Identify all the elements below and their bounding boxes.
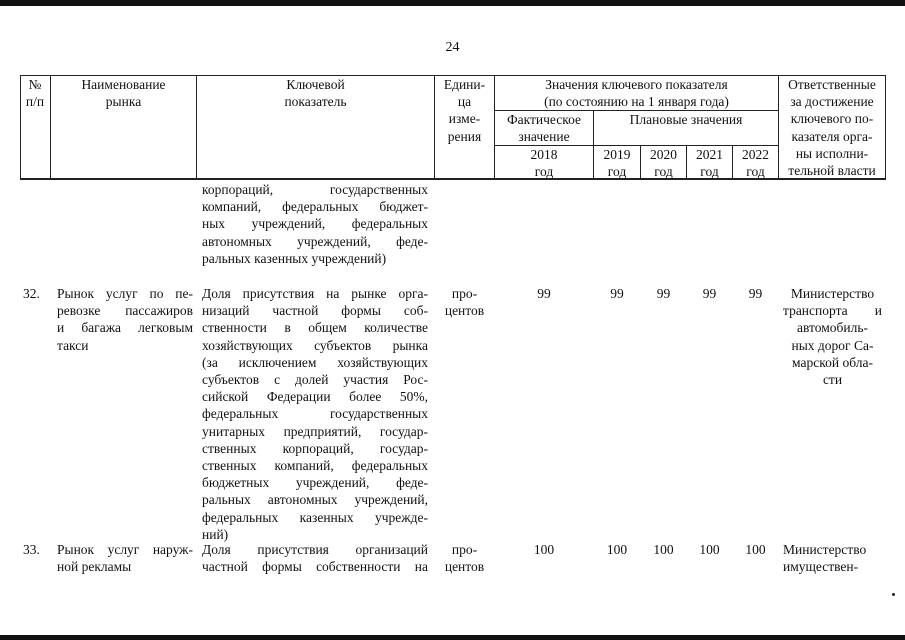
row-32-indicator: Доля присутствия на рынке орга- низаций частной формы соб- ственности в общем количестве хозяйствующих субъектов рынка (за исключением хозяйствующих субъектов с долей участия Рос- сийской Федерации более 50%, федеральных государственных унитарных предприятий, государ- ственных корпораций, государ- ственных компаний, федеральных бюджетных учреждений, феде- ральных автономных учреждений, федеральных казенных учрежде- ний) [202,286,428,542]
row-32-responsible: Министерство транспорта и автомобиль- ных дорог Са- марской обла- сти [783,286,882,388]
row-33-unit: про- центов [444,542,485,575]
row-32-value-2019: 99 [610,286,624,301]
row-33-num: 33. [23,542,40,557]
top-rule [0,0,905,6]
row-32-value-2018: 99 [537,286,551,301]
row-33-value-2020: 100 [653,542,674,557]
header-year-2020: 2020 год [650,147,677,180]
bottom-rule [0,635,905,640]
row-33-indicator: Доля присутствия организаций частной формы собственности на [202,542,428,575]
row-32-unit: про- центов [444,286,485,319]
page-number: 24 [445,40,460,55]
header-year-2022: 2022 год [742,147,769,180]
row-33-value-2022: 100 [745,542,766,557]
header-year-2021: 2021 год [696,147,723,180]
row-33-market: Рынок услуг наруж- ной рекламы [57,542,193,575]
header-values-title: Значения ключевого показателя (по состоянию на 1 января года) [544,77,729,110]
row-32-num: 32. [23,286,40,301]
header-num: № п/п [25,77,45,110]
row-32-value-2022: 99 [748,286,763,301]
header-year-2018: 2018 год [530,147,558,180]
row-33-value-2021: 100 [699,542,720,557]
row-32-value-2021: 99 [702,286,717,301]
continuation-text: корпораций, государственных компаний, федеральных бюджет- ных учреждений, федеральных автономных учреждений, феде- ральных казенных учреждений) [202,182,428,266]
row-33-responsible: Министерство имуществен- [783,542,867,575]
header-planned: Плановые значения [629,112,743,127]
row-33-value-2019: 100 [606,542,628,557]
header-responsible: Ответственные за достижение ключевого по- казателя орга- ны исполни- тельной власти [788,77,876,179]
scan-speck [892,593,895,596]
header-market: Наименование рынка [81,77,166,110]
header-unit: Едини- ца изме- рения [443,77,486,144]
row-32-value-2020: 99 [656,286,671,301]
header-actual: Фактическое значение [506,112,582,145]
header-year-2019: 2019 год [603,147,631,180]
header-indicator: Ключевой показатель [284,77,347,110]
row-32-market: Рынок услуг по пе- ревозке пассажиров и багажа легковым такси [57,286,193,353]
row-33-value-2018: 100 [533,542,555,557]
